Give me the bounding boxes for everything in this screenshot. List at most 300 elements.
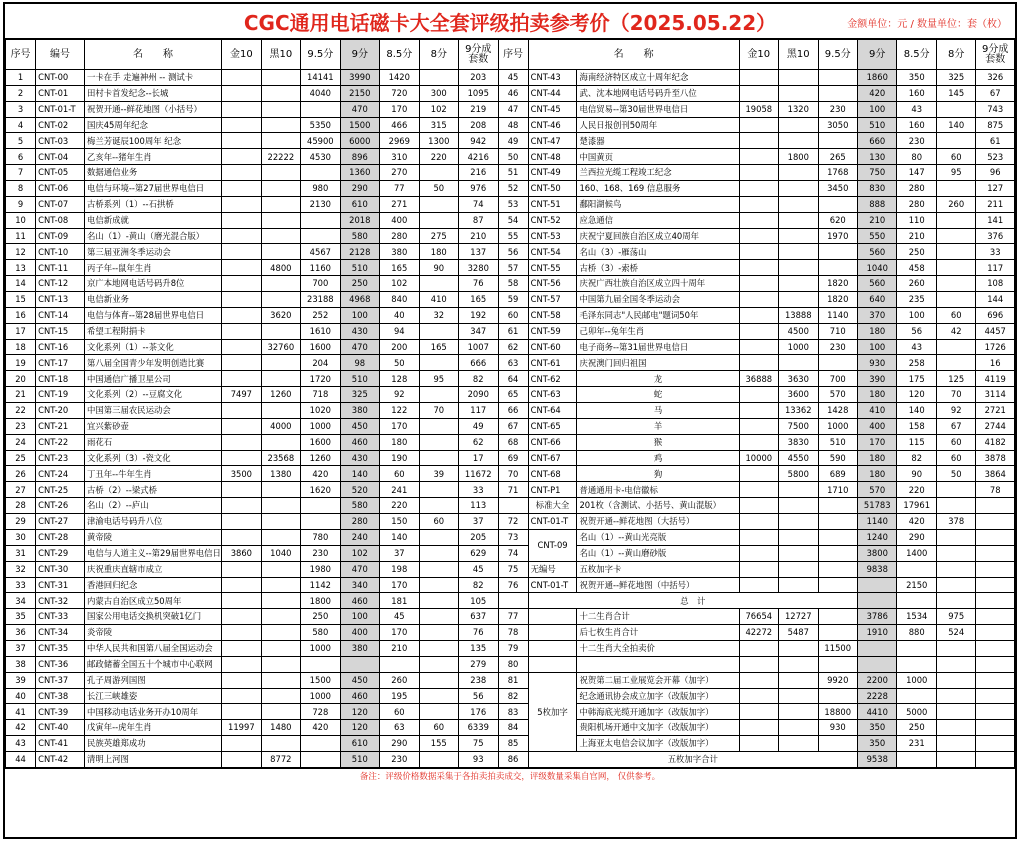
card-name: 电信与环境--第27届世界电信日 — [84, 181, 221, 197]
price-cell: 710 — [818, 323, 857, 339]
card-name: 田村卡首发纪念--长城 — [84, 85, 221, 101]
card-name: 丁丑年--牛年生肖 — [84, 466, 221, 482]
empty-cell — [818, 514, 857, 530]
empty-cell — [858, 593, 897, 609]
row-number: 33 — [6, 577, 36, 593]
card-name: 羊 — [577, 418, 739, 434]
price-cell: 60 — [936, 434, 975, 450]
row-number: 59 — [498, 292, 528, 308]
price-cell: 629 — [459, 545, 498, 561]
table-row — [6, 307, 1015, 323]
card-name: 炎帝陵 — [84, 625, 221, 641]
price-cell: 430 — [340, 323, 379, 339]
price-cell: 1534 — [897, 609, 936, 625]
price-cell — [222, 196, 261, 212]
card-code: CNT-07 — [36, 196, 85, 212]
price-cell — [936, 101, 975, 117]
price-cell: 3864 — [976, 466, 1015, 482]
title-bar — [5, 4, 1015, 39]
price-cell: 45900 — [301, 133, 340, 149]
price-cell — [301, 751, 340, 767]
price-cell — [818, 609, 857, 625]
empty-cell — [976, 609, 1015, 625]
price-cell — [419, 656, 458, 672]
empty-cell — [739, 561, 778, 577]
price-cell — [818, 625, 857, 641]
price-cell: 720 — [380, 85, 419, 101]
price-cell — [222, 403, 261, 419]
price-cell — [419, 482, 458, 498]
empty-cell — [976, 736, 1015, 752]
price-cell: 22222 — [261, 149, 300, 165]
price-cell: 523 — [976, 149, 1015, 165]
card-code: CNT-50 — [528, 181, 577, 197]
full-set-name: 201枚（含测试、小括号、黄山混版） — [577, 498, 739, 514]
price-cell — [222, 276, 261, 292]
price-cell: 192 — [459, 307, 498, 323]
card-code: CNT-01-T — [528, 577, 577, 593]
card-code: CNT-02 — [36, 117, 85, 133]
price-cell: 105 — [459, 593, 498, 609]
price-cell: 4457 — [976, 323, 1015, 339]
full-set-price-9: 51783 — [858, 498, 897, 514]
row-number: 70 — [498, 466, 528, 482]
price-cell: 130 — [858, 149, 897, 165]
footnote: 备注：评级价格数据采集于各拍卖拍卖成交，评级数量采集自官网， 仅供参考。 — [5, 768, 1015, 783]
card-code: CNT-15 — [36, 323, 85, 339]
price-cell: 380 — [340, 640, 379, 656]
price-cell — [261, 228, 300, 244]
card-name: 乙亥年--猪年生肖 — [84, 149, 221, 165]
price-cell: 640 — [858, 292, 897, 308]
price-cell: 74 — [459, 196, 498, 212]
card-name: 电信新成就 — [84, 212, 221, 228]
price-cell — [261, 403, 300, 419]
price-cell — [739, 260, 778, 276]
empty-cell — [818, 529, 857, 545]
card-name: 电信新业务 — [84, 292, 221, 308]
empty-cell — [976, 672, 1015, 688]
price-cell: 728 — [301, 704, 340, 720]
empty-cell — [976, 656, 1015, 672]
price-cell: 5350 — [301, 117, 340, 133]
price-cell: 37 — [459, 514, 498, 530]
price-cell: 1020 — [301, 403, 340, 419]
row-number: 5 — [6, 133, 36, 149]
price-cell: 2744 — [976, 418, 1015, 434]
card-code: CNT-28 — [36, 529, 85, 545]
row-number: 81 — [498, 672, 528, 688]
empty-cell — [739, 529, 778, 545]
price-cell: 170 — [380, 625, 419, 641]
table-row — [6, 101, 1015, 117]
price-cell: 1980 — [301, 561, 340, 577]
price-cell — [419, 212, 458, 228]
table-row — [6, 244, 1015, 260]
card-name: 丙子年--鼠年生肖 — [84, 260, 221, 276]
price-cell: 230 — [818, 339, 857, 355]
price-cell — [222, 181, 261, 197]
empty-cell — [976, 593, 1015, 609]
price-cell: 180 — [858, 387, 897, 403]
price-cell — [739, 149, 778, 165]
price-cell: 510 — [340, 751, 379, 767]
price-cell: 70 — [936, 387, 975, 403]
price-cell: 400 — [380, 212, 419, 228]
table-row — [6, 498, 1015, 514]
price-cell — [380, 656, 419, 672]
price-cell: 975 — [936, 609, 975, 625]
price-cell — [779, 640, 818, 656]
addon-name: 纪念通讯协会成立加字（改版加字） — [577, 688, 739, 704]
price-cell — [936, 260, 975, 276]
row-number: 61 — [498, 323, 528, 339]
price-cell: 43 — [897, 101, 936, 117]
price-cell: 976 — [459, 181, 498, 197]
price-cell: 1360 — [340, 165, 379, 181]
price-cell: 420 — [301, 720, 340, 736]
price-cell: 570 — [858, 482, 897, 498]
card-name: 蛇 — [577, 387, 739, 403]
price-cell: 290 — [380, 736, 419, 752]
price-cell: 350 — [858, 720, 897, 736]
price-cell: 100 — [897, 307, 936, 323]
card-name: 古桥（2）--梁式桥 — [84, 482, 221, 498]
table-row — [6, 212, 1015, 228]
price-cell — [779, 292, 818, 308]
price-cell: 4567 — [301, 244, 340, 260]
price-cell: 610 — [340, 196, 379, 212]
row-number: 26 — [6, 466, 36, 482]
empty-cell — [779, 720, 818, 736]
row-number: 43 — [6, 736, 36, 752]
column-header: 9分成 套数 — [459, 40, 498, 70]
card-code: CNT-49 — [528, 165, 577, 181]
price-cell: 61 — [976, 133, 1015, 149]
price-cell: 11672 — [459, 466, 498, 482]
row-number: 60 — [498, 307, 528, 323]
empty-cell — [739, 545, 778, 561]
price-cell: 340 — [340, 577, 379, 593]
price-cell — [261, 593, 300, 609]
card-name: 电信与人道主义--第29届世界电信日 — [84, 545, 221, 561]
price-cell: 120 — [340, 704, 379, 720]
table-body — [6, 70, 1015, 768]
price-cell — [222, 212, 261, 228]
price-cell — [818, 85, 857, 101]
row-number: 15 — [6, 292, 36, 308]
card-name: 龙 — [577, 371, 739, 387]
empty-cell — [818, 545, 857, 561]
empty-cell — [936, 704, 975, 720]
price-cell: 280 — [340, 514, 379, 530]
price-cell: 23188 — [301, 292, 340, 308]
card-code: CNT-30 — [36, 561, 85, 577]
row-number: 32 — [6, 561, 36, 577]
price-cell: 4182 — [976, 434, 1015, 450]
addon-group-label: 5枚加字 — [528, 672, 577, 751]
card-name: 一卡在手 走遍神州 -- 测试卡 — [84, 70, 221, 86]
price-cell: 4119 — [976, 371, 1015, 387]
card-code: CNT-68 — [528, 466, 577, 482]
price-cell: 250 — [897, 720, 936, 736]
price-cell — [779, 70, 818, 86]
card-name: 电子商务--第31届世界电信日 — [577, 339, 739, 355]
price-cell — [261, 133, 300, 149]
price-cell: 1095 — [459, 85, 498, 101]
price-cell: 1726 — [976, 339, 1015, 355]
card-code: CNT-45 — [528, 101, 577, 117]
table-row — [6, 593, 1015, 609]
price-cell: 56 — [897, 323, 936, 339]
card-code: CNT-06 — [36, 181, 85, 197]
price-cell: 87 — [459, 212, 498, 228]
price-cell: 2228 — [858, 688, 897, 704]
table-row — [6, 70, 1015, 86]
price-cell — [222, 482, 261, 498]
card-code: CNT-44 — [528, 85, 577, 101]
card-name: 160、168、169 信息服务 — [577, 181, 739, 197]
price-cell: 3830 — [779, 434, 818, 450]
price-cell: 3500 — [222, 466, 261, 482]
card-code: CNT-18 — [36, 371, 85, 387]
price-cell — [261, 672, 300, 688]
price-cell: 165 — [380, 260, 419, 276]
empty-cell — [779, 498, 818, 514]
column-header: 序号 — [6, 40, 36, 70]
row-number: 55 — [498, 228, 528, 244]
price-cell: 380 — [340, 403, 379, 419]
price-cell — [222, 529, 261, 545]
card-code: CNT-00 — [36, 70, 85, 86]
price-cell: 110 — [897, 212, 936, 228]
card-code: CNT-43 — [528, 70, 577, 86]
price-cell: 696 — [976, 307, 1015, 323]
card-name: 名山（3）-雁荡山 — [577, 244, 739, 260]
table-row — [6, 355, 1015, 371]
row-number: 58 — [498, 276, 528, 292]
price-cell: 8772 — [261, 751, 300, 767]
price-cell: 43 — [897, 339, 936, 355]
price-cell: 36888 — [739, 371, 778, 387]
price-cell: 78 — [976, 482, 1015, 498]
price-cell: 115 — [897, 434, 936, 450]
card-name: 内蒙古自治区成立50周年 — [84, 593, 221, 609]
price-cell: 325 — [340, 387, 379, 403]
price-cell: 82 — [897, 450, 936, 466]
row-number: 76 — [498, 577, 528, 593]
card-code: CNT-10 — [36, 244, 85, 260]
price-cell — [936, 561, 975, 577]
price-cell — [936, 656, 975, 672]
card-code: CNT-60 — [528, 339, 577, 355]
card-name: 应急通信 — [577, 212, 739, 228]
column-header: 9.5分 — [818, 40, 857, 70]
price-cell: 1140 — [858, 514, 897, 530]
price-cell — [739, 355, 778, 371]
table-row — [6, 165, 1015, 181]
price-cell — [261, 482, 300, 498]
price-cell — [419, 625, 458, 641]
price-cell: 165 — [419, 339, 458, 355]
price-cell — [739, 339, 778, 355]
row-number: 57 — [498, 260, 528, 276]
price-cell: 13888 — [779, 307, 818, 323]
row-number: 83 — [498, 704, 528, 720]
price-cell — [818, 133, 857, 149]
price-cell: 560 — [858, 244, 897, 260]
price-cell — [261, 656, 300, 672]
empty-cell — [976, 640, 1015, 656]
price-table — [5, 39, 1015, 768]
price-cell: 5487 — [779, 625, 818, 641]
row-number: 40 — [6, 688, 36, 704]
price-cell — [261, 212, 300, 228]
price-cell: 3878 — [976, 450, 1015, 466]
price-cell: 137 — [459, 244, 498, 260]
price-cell: 930 — [858, 355, 897, 371]
price-cell: 160 — [897, 117, 936, 133]
price-cell — [779, 482, 818, 498]
price-cell — [779, 212, 818, 228]
empty-cell — [528, 656, 577, 672]
card-name: 普通通用卡-电信徽标 — [577, 482, 739, 498]
price-cell — [739, 117, 778, 133]
price-cell: 94 — [380, 323, 419, 339]
price-cell: 460 — [340, 434, 379, 450]
price-cell: 4500 — [779, 323, 818, 339]
price-cell — [897, 688, 936, 704]
card-name: 文化系列（3）-瓷文化 — [84, 450, 221, 466]
price-cell — [936, 292, 975, 308]
addon-name: 上海亚太电信会议加字（改版加字） — [577, 736, 739, 752]
price-cell — [419, 196, 458, 212]
card-name: 武、沈本地网电话号码升至八位 — [577, 85, 739, 101]
price-cell: 33 — [459, 482, 498, 498]
price-cell — [739, 228, 778, 244]
row-number: 35 — [6, 609, 36, 625]
price-cell: 140 — [936, 117, 975, 133]
card-code: CNT-05 — [36, 165, 85, 181]
price-cell — [222, 609, 261, 625]
column-header: 编号 — [36, 40, 85, 70]
price-cell: 70 — [419, 403, 458, 419]
price-cell — [222, 688, 261, 704]
empty-cell — [936, 498, 975, 514]
card-name: 名山（1）-黄山（磨光混合版） — [84, 228, 221, 244]
price-cell — [739, 403, 778, 419]
empty-cell — [739, 736, 778, 752]
price-cell: 80 — [897, 149, 936, 165]
price-cell: 2018 — [340, 212, 379, 228]
row-number: 25 — [6, 450, 36, 466]
price-cell: 980 — [301, 181, 340, 197]
price-cell — [261, 688, 300, 704]
row-number: 77 — [498, 609, 528, 625]
column-header: 8.5分 — [380, 40, 419, 70]
row-number: 18 — [6, 339, 36, 355]
price-cell — [858, 577, 897, 593]
price-cell: 190 — [380, 450, 419, 466]
price-cell — [222, 418, 261, 434]
row-number: 7 — [6, 165, 36, 181]
price-cell: 144 — [976, 292, 1015, 308]
empty-cell — [779, 672, 818, 688]
price-cell — [261, 736, 300, 752]
empty-cell — [936, 751, 975, 767]
card-code: CNT-01 — [36, 85, 85, 101]
price-cell: 1720 — [301, 371, 340, 387]
price-cell: 265 — [818, 149, 857, 165]
price-cell: 470 — [340, 561, 379, 577]
price-cell: 90 — [897, 466, 936, 482]
price-cell — [739, 482, 778, 498]
card-name: 名山（1）--黄山光亮版 — [577, 529, 739, 545]
price-cell: 666 — [459, 355, 498, 371]
card-name: 人民日报创刊50周年 — [577, 117, 739, 133]
price-cell: 510 — [340, 371, 379, 387]
price-cell: 231 — [897, 736, 936, 752]
price-cell — [419, 418, 458, 434]
empty-cell — [779, 514, 818, 530]
price-cell — [739, 70, 778, 86]
empty-cell — [976, 514, 1015, 530]
price-cell: 520 — [340, 482, 379, 498]
price-cell — [222, 323, 261, 339]
price-cell: 290 — [340, 181, 379, 197]
price-cell: 203 — [459, 70, 498, 86]
card-name: 五枚加字卡 — [577, 561, 739, 577]
price-cell: 100 — [340, 307, 379, 323]
price-cell — [261, 704, 300, 720]
price-cell: 830 — [858, 181, 897, 197]
price-cell — [419, 609, 458, 625]
price-cell — [739, 307, 778, 323]
empty-cell — [976, 625, 1015, 641]
card-name: 庆祝重庆直辖市成立 — [84, 561, 221, 577]
price-cell: 67 — [976, 85, 1015, 101]
price-cell: 560 — [858, 276, 897, 292]
price-cell: 170 — [380, 577, 419, 593]
table-row — [6, 339, 1015, 355]
empty-cell — [528, 609, 577, 625]
card-code: CNT-55 — [528, 260, 577, 276]
price-cell: 1820 — [818, 292, 857, 308]
price-cell: 17 — [459, 450, 498, 466]
price-cell: 326 — [976, 70, 1015, 86]
row-number: 62 — [498, 339, 528, 355]
addon-name: 祝贺第二届工业展览会开幕（加字） — [577, 672, 739, 688]
price-cell — [222, 450, 261, 466]
row-number: 65 — [498, 387, 528, 403]
price-cell — [739, 165, 778, 181]
table-row — [6, 625, 1015, 641]
empty-cell — [976, 529, 1015, 545]
empty-cell — [897, 593, 936, 609]
price-cell: 1600 — [301, 434, 340, 450]
empty-cell — [976, 751, 1015, 767]
price-cell: 180 — [858, 450, 897, 466]
price-cell — [818, 736, 857, 752]
row-number: 9 — [6, 196, 36, 212]
row-number: 85 — [498, 736, 528, 752]
price-cell — [419, 545, 458, 561]
price-cell: 400 — [340, 625, 379, 641]
table-row — [6, 133, 1015, 149]
price-cell: 230 — [380, 751, 419, 767]
price-cell: 96 — [976, 165, 1015, 181]
price-cell: 18800 — [818, 704, 857, 720]
